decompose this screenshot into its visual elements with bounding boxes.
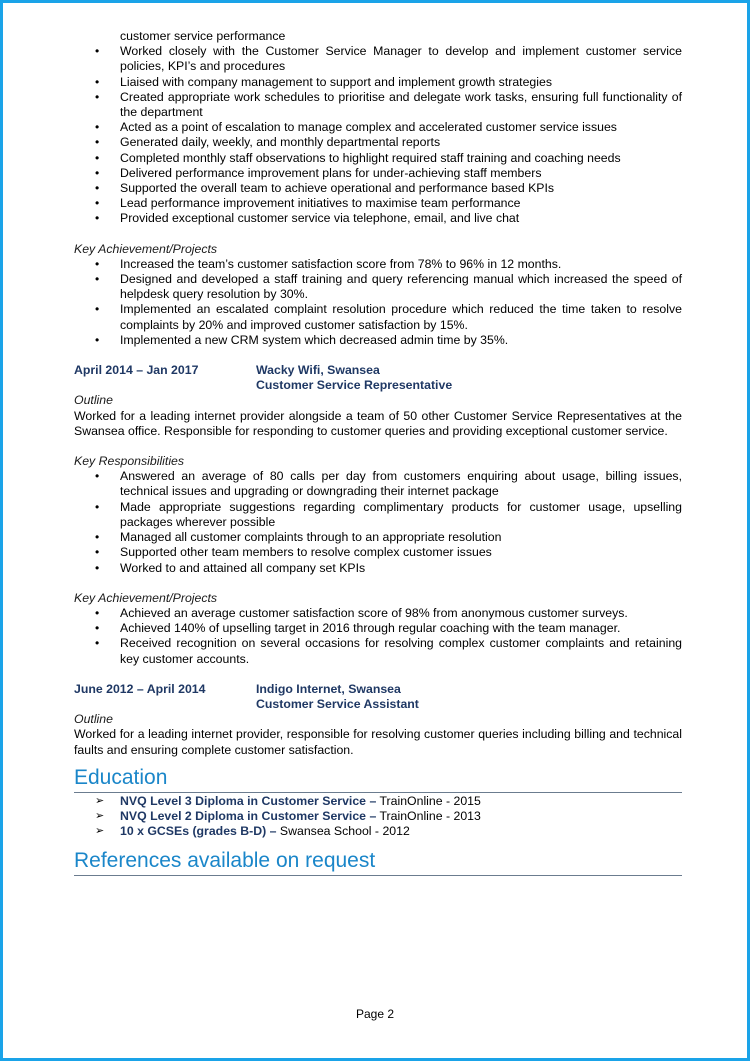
job-titles [256, 682, 419, 712]
bullet-icon: • [95, 621, 100, 636]
bullet-icon: • [95, 302, 100, 317]
bullet-icon: • [95, 181, 100, 196]
bullet-icon: • [95, 196, 100, 211]
list-item: • Received recognition on several occasions for resolving complex customer complaints and retaining key customer accounts. [95, 636, 682, 666]
bullet-icon: • [95, 469, 100, 484]
list-item: • Delivered performance improvement plans for under-achieving staff members [95, 165, 542, 180]
list-item: • Supported the overall team to achieve operational and performance based KPIs [95, 181, 555, 196]
section-heading-references: References available on request [74, 848, 682, 876]
job2-responsibilities-list [74, 469, 682, 575]
section-label-responsibilities: Key Responsibilities [74, 454, 185, 469]
arrow-bullet-icon: ➢ [95, 825, 105, 838]
arrow-bullet-icon: ➢ [95, 794, 105, 807]
job-role: Customer Service Assistant [256, 696, 419, 711]
list-item: • Acted as a point of escalation to manage complex and accelerated customer service issues [95, 120, 617, 135]
bullet-continuation: customer service performance [120, 29, 286, 43]
bullet-icon: • [95, 135, 100, 150]
list-item: ➢ NVQ Level 3 Diploma in Customer Service – TrainOnline - 2015 [95, 793, 481, 808]
bullet-icon: • [95, 560, 100, 575]
bullet-icon: • [95, 165, 100, 180]
list-item: • Liaised with company management to support and implement growth strategies [95, 74, 552, 89]
list-item: ➢ NVQ Level 2 Diploma in Customer Service – TrainOnline - 2013 [95, 808, 481, 823]
bullet-icon: • [95, 150, 100, 165]
bullet-icon: • [95, 530, 100, 545]
job-outline: Worked for a leading internet provider, responsible for resolving customer queries including billing and technical faults and ensuring complete customer satisfaction. [74, 727, 682, 757]
list-item: • Achieved an average customer satisfaction score of 98% from anonymous customer surveys. [95, 605, 628, 620]
bullet-icon: • [95, 605, 100, 620]
list-item: • Made appropriate suggestions regarding complimentary products for customer usage, upselling packages wherever possible [95, 499, 682, 529]
job2-achievements-list [74, 606, 682, 667]
section-label-achievements: Key Achievement/Projects [74, 590, 218, 605]
bullet-icon: • [95, 256, 100, 271]
bullet-icon: • [95, 120, 100, 135]
bullet-icon: • [95, 332, 100, 347]
list-item: • Completed monthly staff observations to highlight required staff training and coaching needs [95, 150, 621, 165]
list-item: • Generated daily, weekly, and monthly departmental reports [95, 135, 441, 150]
bullet-icon: • [95, 44, 100, 59]
list-item: • Worked closely with the Customer Service Manager to develop and implement customer service policies, KPI’s and procedures [95, 44, 682, 74]
list-item: • Achieved 140% of upselling target in 2016 through regular coaching with the team manager. [95, 621, 621, 636]
job-outline: Worked for a leading internet provider alongside a team of 50 other Customer Service Representatives at the Swansea office. Responsible for responding to customer queries and providing exceptional customer service. [74, 408, 682, 438]
list-item: • Implemented an escalated complaint resolution procedure which reduced the time taken to resolve complaints by 20% and improved customer satisfaction by 15%. [95, 302, 682, 332]
job-role: Customer Service Representative [256, 378, 453, 393]
job-dates: June 2012 – April 2014 [74, 681, 206, 696]
bullet-icon: • [95, 74, 100, 89]
list-item: • Created appropriate work schedules to prioritise and delegate work tasks, ensuring full functionality of the department [95, 89, 682, 120]
page-number: Page 2 [355, 1007, 395, 1021]
arrow-bullet-icon: ➢ [95, 809, 105, 822]
cv-content [74, 29, 682, 876]
list-item: • Lead performance improvement initiatives to maximise team performance [95, 196, 521, 211]
list-item: • Implemented a new CRM system which decreased admin time by 35%. [95, 332, 509, 347]
list-item: • Designed and developed a staff training and query referencing manual which increased the speed of helpdesk query resolution by 30%. [95, 272, 682, 302]
section-heading-education: Education [74, 765, 682, 793]
section-label-outline: Outline [74, 712, 113, 727]
bullet-icon: • [95, 272, 100, 287]
job1-responsibilities-list [74, 44, 682, 226]
job-company: Wacky Wifi, Swansea [256, 363, 380, 378]
job-company: Indigo Internet, Swansea [256, 681, 401, 696]
bullet-icon: • [95, 499, 100, 514]
job-dates: April 2014 – Jan 2017 [74, 363, 199, 378]
list-item: • Provided exceptional customer service via telephone, email, and live chat [95, 211, 520, 226]
section-label-achievements: Key Achievement/Projects [74, 241, 218, 256]
list-item: • Answered an average of 80 calls per day from customers enquiring about usage, billing issues, technical issues and upgrading or downgrading their internet package [95, 469, 682, 499]
bullet-icon: • [95, 545, 100, 560]
job-titles [256, 363, 452, 393]
job-header-wacky-wifi [74, 363, 682, 393]
list-item: • Managed all customer complaints through to an appropriate resolution [95, 530, 502, 545]
list-item: ➢ 10 x GCSEs (grades B-D) – Swansea School - 2012 [95, 824, 410, 839]
list-item: • Supported other team members to resolve complex customer issues [95, 545, 492, 560]
bullet-icon: • [95, 636, 100, 651]
job-header-indigo-internet [74, 682, 682, 712]
section-label-outline: Outline [74, 393, 113, 408]
education-list [74, 794, 682, 840]
job1-achievements-list [74, 257, 682, 348]
list-item: • Worked to and attained all company set KPIs [95, 560, 366, 575]
bullet-icon: • [95, 89, 100, 104]
bullet-icon: • [95, 211, 100, 226]
list-item: • Increased the team’s customer satisfaction score from 78% to 96% in 12 months. [95, 256, 562, 271]
